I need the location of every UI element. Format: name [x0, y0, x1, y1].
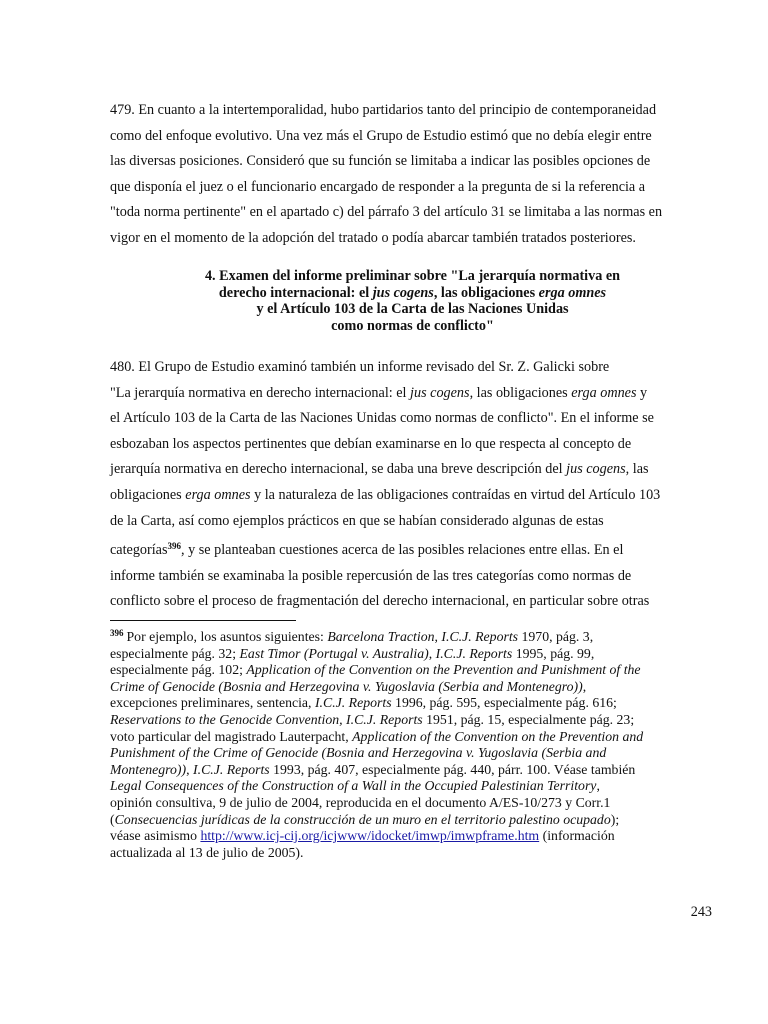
text: ); [610, 811, 620, 827]
text: véase asimismo [110, 828, 201, 844]
paragraph-480 [110, 355, 715, 615]
text: Por ejemplo, los asuntos siguientes: [126, 629, 328, 644]
footnote-line [110, 646, 715, 663]
footnote-line [110, 729, 715, 746]
footnote-line [110, 745, 715, 762]
italic-text: erga omnes [571, 384, 637, 401]
text: ( [110, 811, 115, 827]
text: obligaciones [110, 486, 186, 503]
text-line [110, 483, 715, 509]
footnote-396 [110, 625, 715, 861]
text-line: informe también se examinaba la posible repercusión de las tres categorías como normas de [110, 567, 632, 584]
footnote-number: 396 [110, 628, 124, 638]
text-line: conflicto sobre el proceso de fragmentación del derecho internacional, en particular sobre otras [110, 593, 650, 610]
text-line: 480. El Grupo de Estudio examinó también un informe revisado del Sr. Z. Galicki sobre [110, 359, 610, 375]
text: , [596, 778, 600, 794]
heading-line [110, 285, 715, 302]
italic-text: I.C.J. Reports [435, 645, 513, 661]
italic-text: Application of the Convention on the Prevention and [352, 728, 644, 744]
text: 1995, pág. 99, [512, 645, 595, 661]
italic-text: Application of the Convention on the Prevention and Punishment of the [246, 662, 641, 678]
text: (información [539, 828, 615, 844]
footnote-reference[interactable]: 396 [167, 541, 182, 552]
text-line: de la Carta, así como ejemplos prácticos en que se habían considerado algunas de estas [110, 512, 604, 529]
text: voto particular del magistrado Lauterpacht, [110, 728, 353, 744]
text: 1993, pág. 407, especialmente pág. 440, párr. 100. Véase también [269, 761, 636, 777]
heading-text: derecho internacional: el [218, 284, 373, 301]
text-line: "toda norma pertinente" en el apartado c) del párrafo 3 del artículo 31 se limitaba a las normas en [110, 204, 663, 221]
heading-italic: erga omnes [538, 284, 607, 301]
footnote-line [110, 662, 715, 679]
heading-line: y el Artículo 103 de la Carta de las Naciones Unidas [256, 301, 569, 317]
text: , y se planteaban cuestiones acerca de las posibles relaciones entre ellas. En el [181, 542, 624, 559]
text: especialmente pág. 102; [110, 662, 247, 678]
italic-text: I.C.J. Reports [441, 629, 519, 644]
footnote-line [110, 695, 715, 712]
footnote-line [110, 778, 715, 795]
text: "La jerarquía normativa en derecho internacional: el [110, 384, 411, 401]
text: , las obligaciones [469, 384, 572, 401]
text: y [636, 384, 648, 401]
footnote-divider [110, 620, 296, 621]
text-line [110, 381, 715, 407]
text: categorías [110, 542, 168, 559]
italic-text: Punishment of the Crime of Genocide (Bosnia and Herzegovina v. Yugoslavia (Serbia and [110, 745, 607, 761]
text: 1951, pág. 15, especialmente pág. 23; [422, 711, 635, 727]
footnote-line [110, 762, 715, 779]
text: , [434, 629, 442, 644]
section-heading [110, 268, 715, 334]
footnote-line [110, 625, 715, 646]
italic-text: Reservations to the Genocide Convention, I.C.J. Reports [110, 711, 423, 727]
text: 1970, pág. 3, [518, 629, 594, 644]
text-line: esbozaban los aspectos pertinentes que debían examinarse en lo que respecta al concepto de [110, 435, 632, 452]
text-line [110, 457, 715, 483]
italic-text: jus cogens [410, 384, 470, 401]
italic-text: jus cogens [566, 461, 626, 478]
text: excepciones preliminares, sentencia, [110, 695, 315, 711]
page-number: 243 [690, 904, 712, 920]
icj-website-link[interactable]: http://www.icj-cij.org/icjwww/idocket/imwp/imwpframe.htm [200, 828, 540, 844]
italic-text: Barcelona Traction [327, 629, 435, 644]
footnote-line [110, 679, 715, 696]
text: y la naturaleza de las obligaciones contraídas en virtud del Artículo 103 [250, 486, 661, 503]
text-line: las diversas posiciones. Consideró que su función se limitaba a indicar las posibles opciones de [110, 153, 651, 170]
footnote-line: opinión consultiva, 9 de julio de 2004, reproducida en el documento A/ES-10/273 y Corr.1 [110, 794, 611, 810]
italic-text: East Timor (Portugal v. Australia) [239, 645, 429, 661]
text: , [582, 678, 587, 694]
text: especialmente pág. 32; [110, 645, 240, 661]
footnote-line [110, 828, 715, 845]
text-line: el Artículo 103 de la Carta de las Naciones Unidas como normas de conflicto". En el informe se [110, 410, 654, 427]
text-line [110, 534, 715, 564]
text: , [428, 645, 436, 661]
paragraph-479 [110, 98, 715, 252]
heading-line: 4. Examen del informe preliminar sobre "La jerarquía normativa en [204, 268, 621, 284]
text-line: como del enfoque evolutivo. Una vez más el Grupo de Estudio estimó que no debía elegir entre [110, 127, 652, 144]
text-line: que disponía el juez o el funcionario encargado de responder a la pregunta de si la referencia a [110, 178, 646, 195]
italic-text: erga omnes [185, 486, 251, 503]
text-line: 479. En cuanto a la intertemporalidad, hubo partidarios tanto del principio de contemporaneidad [110, 102, 657, 118]
italic-text: Consecuencias jurídicas de la construcción de un muro en el territorio palestino ocupado [114, 811, 611, 827]
italic-text: I.C.J. Reports [314, 695, 392, 711]
heading-line: como normas de conflicto" [331, 317, 494, 334]
text: jerarquía normativa en derecho internacional, se daba una breve descripción del [110, 461, 567, 478]
footnote-line [110, 812, 715, 829]
italic-text: Legal Consequences of the Construction of a Wall in the Occupied Palestinian Territory [110, 778, 597, 794]
italic-text: Montenegro)) [110, 761, 187, 777]
italic-text: Crime of Genocide (Bosnia and Herzegovina v. Yugoslavia (Serbia and Montenegro)) [110, 678, 583, 694]
text: 1996, pág. 595, especialmente pág. 616; [391, 695, 617, 711]
footnote-line: actualizada al 13 de julio de 2005). [110, 844, 304, 860]
heading-text: , las obligaciones [433, 284, 539, 301]
italic-text: I.C.J. Reports [193, 761, 270, 777]
text: , las [625, 461, 649, 478]
heading-italic: jus cogens [372, 284, 434, 301]
footnote-line [110, 712, 715, 729]
text: , [186, 761, 194, 777]
text-line: vigor en el momento de la adopción del tratado o podía abarcar también tratados posteriores. [110, 229, 636, 246]
